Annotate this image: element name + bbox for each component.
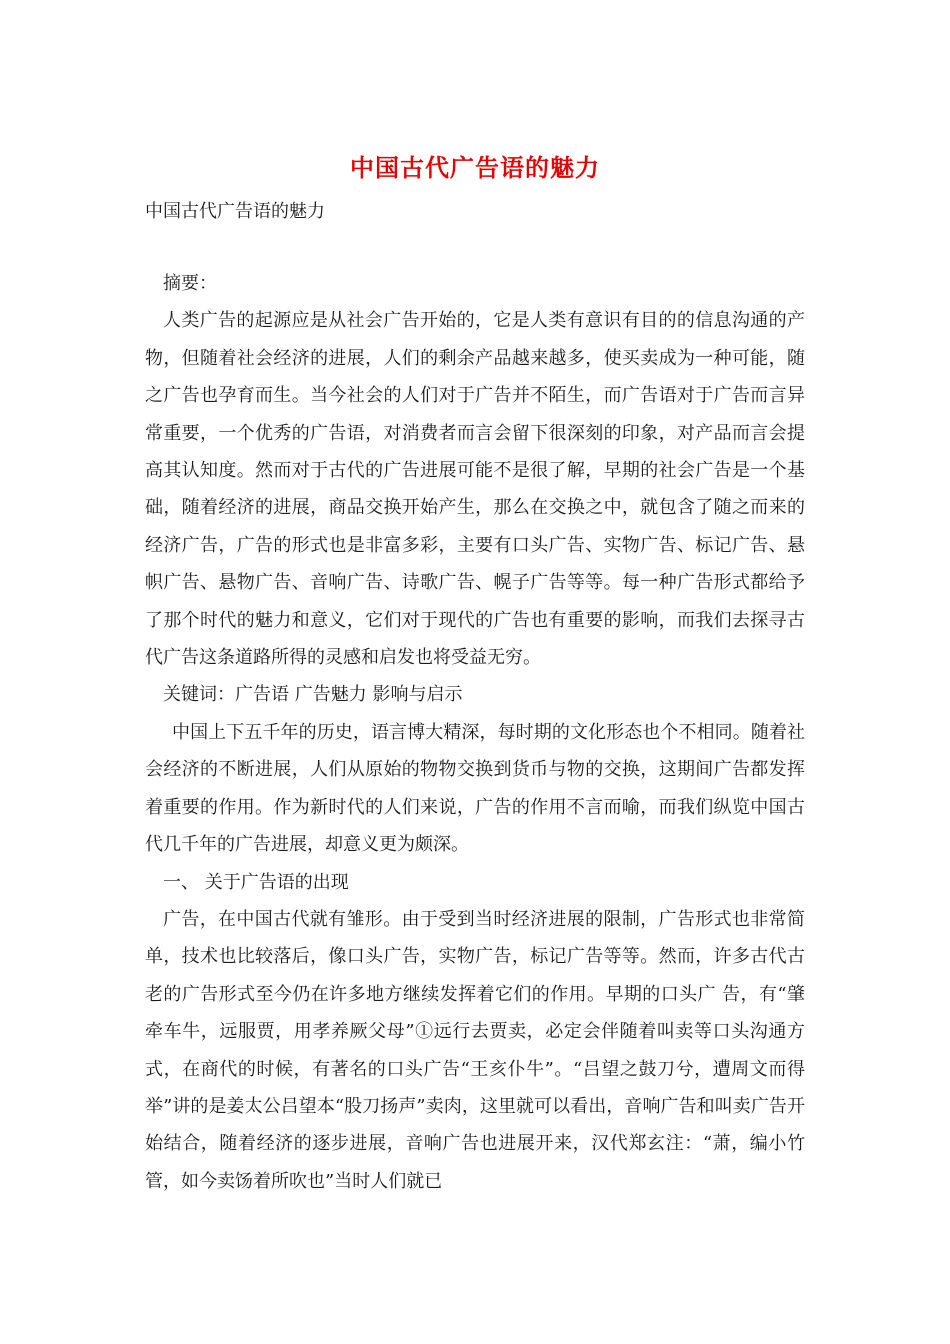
section-paragraph: 广告，在中国古代就有雏形。由于受到当时经济进展的限制，广告形式也非常简单，技术也比较落后，像口头广告，实物广告，标记广告等等。然而，许多古代古老的广告形式至今仍在许多地方继续发挥着它们的作用。早期的口头广 告，有“肇牵车牛，远服贾，用孝养厥父母”①远行去贾卖，必定会伴随着叫卖等口头沟通方式，在商代的时候，有著名的口头广告“王亥仆牛”。“吕望之鼓刀兮，遭周文而得举”讲的是姜太公吕望本“股刀扬声”卖肉，这里就可以看出，音响广告和叫卖广告开始结合，随着经济的逐步进展，音响广告也进展开来，汉代郑玄注：“萧，编小竹管，如今卖饧着所吹也”当时人们就已	[145, 908, 805, 1192]
document-body	[145, 265, 805, 1200]
keywords-line: 关键词：广告语 广告魅力 影响与启示	[163, 684, 463, 706]
document-title: 中国古代广告语的魅力	[350, 153, 600, 182]
intro-paragraph: 中国上下五千年的历史，语言博大精深，每时期的文化形态也个不相同。随着社会经济的不断进展，人们从原始的物物交换到货币与物的交换，这期间广告都发挥着重要的作用。作为新时代的人们来说，广告的作用不言而喻，而我们纵览中国古代几千年的广告进展，却意义更为颇深。	[145, 721, 805, 856]
section-heading: 一、 关于广告语的出现	[163, 871, 349, 893]
document-subtitle: 中国古代广告语的魅力	[145, 201, 325, 222]
abstract-paragraph: 人类广告的起源应是从社会广告开始的，它是人类有意识有目的的信息沟通的产物，但随着社会经济的进展，人们的剩余产品越来越多，使买卖成为一种可能，随之广告也孕育而生。当今社会的人们对于广告并不陌生，而广告语对于广告而言异常重要，一个优秀的广告语，对消费者而言会留下很深刻的印象，对产品而言会提高其认知度。然而对于古代的广告进展可能不是很了解，早期的社会广告是一个基础，随着经济的进展，商品交换开始产生，那么在交换之中，就包含了随之而来的经济广告，广告的形式也是非富多彩，主要有口头广告、实物广告、标记广告、悬帜广告、悬物广告、音响广告、诗歌广告、幌子广告等等。每一种广告形式都给予了那个时代的魅力和意义，它们对于现代的广告也有重要的影响，而我们去探寻古代广告这条道路所得的灵感和启发也将受益无穷。	[145, 310, 805, 669]
abstract-label: 摘要：	[163, 273, 217, 294]
